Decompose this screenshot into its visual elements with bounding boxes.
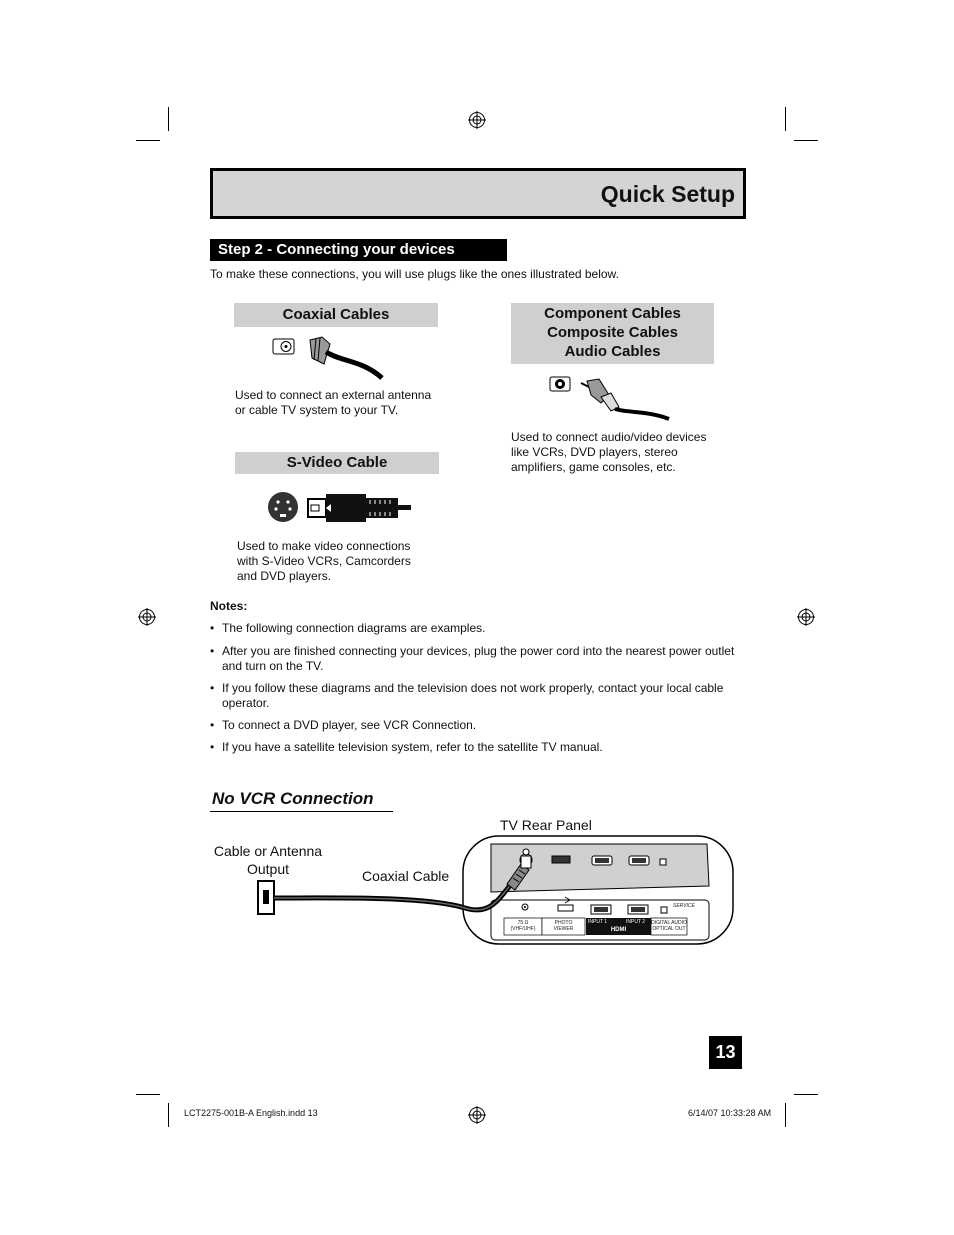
note-text: If you follow these diagrams and the television does not work properly, contact your local cable operator.: [222, 681, 724, 710]
crop-mark: [168, 1103, 169, 1127]
component-cables-label: [511, 303, 714, 364]
page-title: Quick Setup: [600, 181, 735, 207]
hdmi-logo-label: HDMI: [610, 927, 627, 933]
intro-text: To make these connections, you will use plugs like the ones illustrated below.: [210, 267, 619, 281]
notes-title: Notes:: [210, 599, 248, 613]
crop-mark: [168, 107, 169, 131]
crop-mark: [785, 107, 786, 131]
coaxial-plug-icon: [272, 334, 387, 382]
footer-datetime: 6/14/07 10:33:28 AM: [688, 1108, 772, 1118]
registration-mark-icon: [138, 608, 156, 626]
note-text: If you have a satellite television system, refer to the satellite TV manual.: [222, 740, 603, 754]
crop-mark: [785, 1103, 786, 1127]
digital-audio-label: [651, 920, 687, 932]
bullet: •: [210, 621, 215, 635]
panel-label-line: PHOTO: [554, 920, 573, 926]
note-item: [210, 681, 740, 711]
bullet: •: [210, 644, 215, 658]
note-item: [210, 740, 740, 755]
svideo-cable-label: S-Video Cable: [235, 452, 439, 474]
note-text: After you are finished connecting your devices, plug the power cord into the nearest power outlet and turn on the TV.: [222, 644, 735, 673]
cable-output-line: Cable or Antenna: [213, 843, 323, 859]
rca-plug-icon: [549, 373, 674, 423]
note-item: [210, 644, 740, 674]
bullet: •: [210, 718, 215, 732]
component-label-line: Component Cables: [544, 305, 681, 322]
input2-label: INPUT 2: [626, 919, 646, 925]
cable-output-line: Output: [246, 861, 290, 877]
coaxial-description: Used to connect an external antenna or cable TV system to your TV.: [235, 388, 432, 417]
photo-viewer-label: [542, 920, 585, 932]
panel-label-line: VIEWER: [553, 926, 574, 932]
note-item: [210, 718, 740, 733]
component-description: Used to connect audio/video devices like VCRs, DVD players, stereo amplifiers, game consoles, etc.: [511, 430, 707, 474]
input1-label: INPUT 1: [588, 919, 608, 925]
step-heading: Step 2 - Connecting your devices: [210, 239, 507, 261]
svideo-plug-icon: [267, 490, 413, 524]
note-item: [210, 621, 740, 636]
panel-label-line: DIGITAL AUDIO: [651, 920, 687, 926]
section-underline: [210, 811, 393, 812]
bullet: •: [210, 681, 215, 695]
bullet: •: [210, 740, 215, 754]
footer-file: LCT2275-001B-A English.indd 13: [184, 1108, 318, 1118]
crop-mark: [794, 140, 818, 141]
section-title: No VCR Connection: [212, 789, 374, 808]
svideo-description: Used to make video connections with S-Video VCRs, Camcorders and DVD players.: [237, 539, 411, 583]
component-label-line: Composite Cables: [547, 324, 678, 341]
component-label-line: Audio Cables: [564, 343, 661, 360]
page-header: [210, 168, 746, 219]
service-label: SERVICE: [673, 903, 695, 909]
panel-label-line: OPTICAL OUT: [652, 926, 686, 932]
crop-mark: [794, 1094, 818, 1095]
registration-mark-icon: [468, 111, 486, 129]
registration-mark-icon: [797, 608, 815, 626]
coaxial-cable-label: Coaxial Cable: [362, 868, 450, 884]
note-text: To connect a DVD player, see VCR Connection.: [222, 718, 477, 732]
panel-label-line: 75 Ω: [517, 920, 529, 926]
tv-rear-panel-label: TV Rear Panel: [500, 817, 592, 833]
panel-label-line: (VHF/UHF): [510, 926, 536, 932]
registration-mark-icon: [468, 1106, 486, 1124]
crop-mark: [136, 1094, 160, 1095]
coaxial-cables-label: Coaxial Cables: [234, 303, 438, 327]
page-number: 13: [709, 1036, 742, 1069]
antenna-input-label: [504, 920, 542, 932]
crop-mark: [136, 140, 160, 141]
note-text: The following connection diagrams are examples.: [222, 621, 486, 635]
